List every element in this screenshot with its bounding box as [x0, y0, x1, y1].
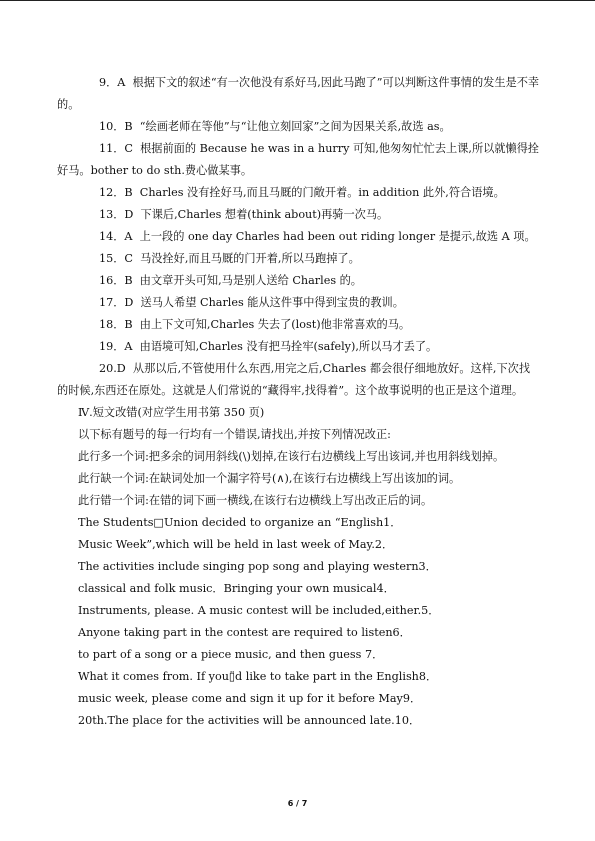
answer-item — [57, 182, 541, 204]
answer-item — [57, 226, 541, 248]
answer-explanation: 从那以后,不管使用什么东西,用完之后,Charles 都会很仔细地放好。这样,下次找的时候,东西还在原处。这就是人们常说的“藏得牢,找得着”。这个故事说明的也正是这个道理。 — [57, 362, 531, 397]
answer-number: 11．C — [99, 142, 133, 155]
answer-item — [57, 270, 541, 292]
answer-number: 19．A — [99, 340, 133, 353]
answer-explanation: 根据前面的 Because he was in a hurry 可知,他匆匆忙忙去上课,所以就懒得拴好马。bother to do sth.费心做某事。 — [57, 142, 540, 177]
answer-number: 14．A — [99, 230, 133, 243]
page-number: 6 / 7 — [287, 799, 308, 808]
answer-explanation: 上一段的 one day Charles had been out riding longer 是提示,故选 A 项。 — [139, 230, 536, 243]
section-title: Ⅳ.短文改错(对应学生用书第 350 页) — [78, 406, 265, 419]
answer-number: 13．D — [99, 208, 134, 221]
instruction-list — [57, 424, 541, 512]
passage-line: The activities include singing pop song and playing western3． — [78, 560, 437, 573]
answer-explanation: 由文章开头可知,马是别人送给 Charles 的。 — [139, 274, 362, 287]
document-body — [57, 72, 541, 732]
instruction-line: 以下标有题号的每一行均有一个错误,请找出,并按下列情况改正: — [78, 428, 391, 441]
answer-number: 12．B — [99, 186, 133, 199]
answer-explanation: 由上下文可知,Charles 失去了(lost)他非常喜欢的马。 — [139, 318, 411, 331]
answer-item — [57, 358, 541, 402]
answer-item — [57, 314, 541, 336]
answer-item — [57, 248, 541, 270]
answer-explanation: “绘画老师在等他”与“让他立刻回家”之间为因果关系,故选 as。 — [139, 120, 451, 133]
answer-explanation: 马没拴好,而且马厩的门开着,所以马跑掉了。 — [140, 252, 360, 265]
answer-explanation: 根据下文的叙述“有一次他没有系好马,因此马跑了”可以判断这件事情的发生是不幸的。 — [57, 76, 540, 111]
answer-number: 16．B — [99, 274, 133, 287]
answer-number: 9．A — [99, 76, 126, 89]
instruction-line: 此行缺一个词:在缺词处加一个漏字符号(∧),在该行右边横线上写出该加的词。 — [78, 472, 461, 485]
answer-explanation: Charles 没有拴好马,而且马厩的门敞开着。in addition 此外,符合语境。 — [139, 186, 505, 199]
answer-list — [57, 72, 541, 402]
answer-item — [57, 204, 541, 226]
passage — [57, 512, 541, 732]
answer-item — [57, 72, 541, 116]
instruction-line: 此行错一个词:在错的词下画一横线,在该行右边横线上写出改正后的词。 — [78, 494, 433, 507]
answer-number: 20.D — [99, 362, 126, 375]
passage-line: Music Week”,which will be held in last week of May.2． — [78, 538, 394, 551]
answer-explanation: 下课后,Charles 想着(think about)再骑一次马。 — [140, 208, 389, 221]
answer-item — [57, 292, 541, 314]
passage-line: music week, please come and sign it up for it before May9． — [78, 692, 422, 705]
passage-line: Anyone taking part in the contest are required to listen6． — [78, 626, 411, 639]
answer-item — [57, 116, 541, 138]
answer-number: 15．C — [99, 252, 133, 265]
passage-line: classical and folk music．Bringing your own musical4． — [78, 582, 395, 595]
answer-item — [57, 336, 541, 358]
answer-explanation: 送马人希望 Charles 能从这件事中得到宝贵的教训。 — [140, 296, 404, 309]
passage-line: Instruments, please. A music contest will be included,either.5． — [78, 604, 440, 617]
answer-explanation: 由语境可知,Charles 没有把马拴牢(safely),所以马才丢了。 — [139, 340, 438, 353]
answer-number: 17．D — [99, 296, 134, 309]
top-border — [0, 0, 595, 1]
passage-line: 20th.The place for the activities will be announced late.10． — [78, 714, 421, 727]
answer-number: 18．B — [99, 318, 133, 331]
answer-number: 10．B — [99, 120, 133, 133]
passage-line: to part of a song or a piece music, and then guess 7． — [78, 648, 384, 661]
passage-line: The Students□Union decided to organize an “English1． — [78, 516, 402, 529]
passage-line: What it comes from. If you▯̈d like to take part in the English8． — [78, 670, 438, 683]
answer-item — [57, 138, 541, 182]
instruction-line: 此行多一个词:把多余的词用斜线(\)划掉,在该行右边横线上写出该词,并也用斜线划掉。 — [78, 450, 505, 463]
